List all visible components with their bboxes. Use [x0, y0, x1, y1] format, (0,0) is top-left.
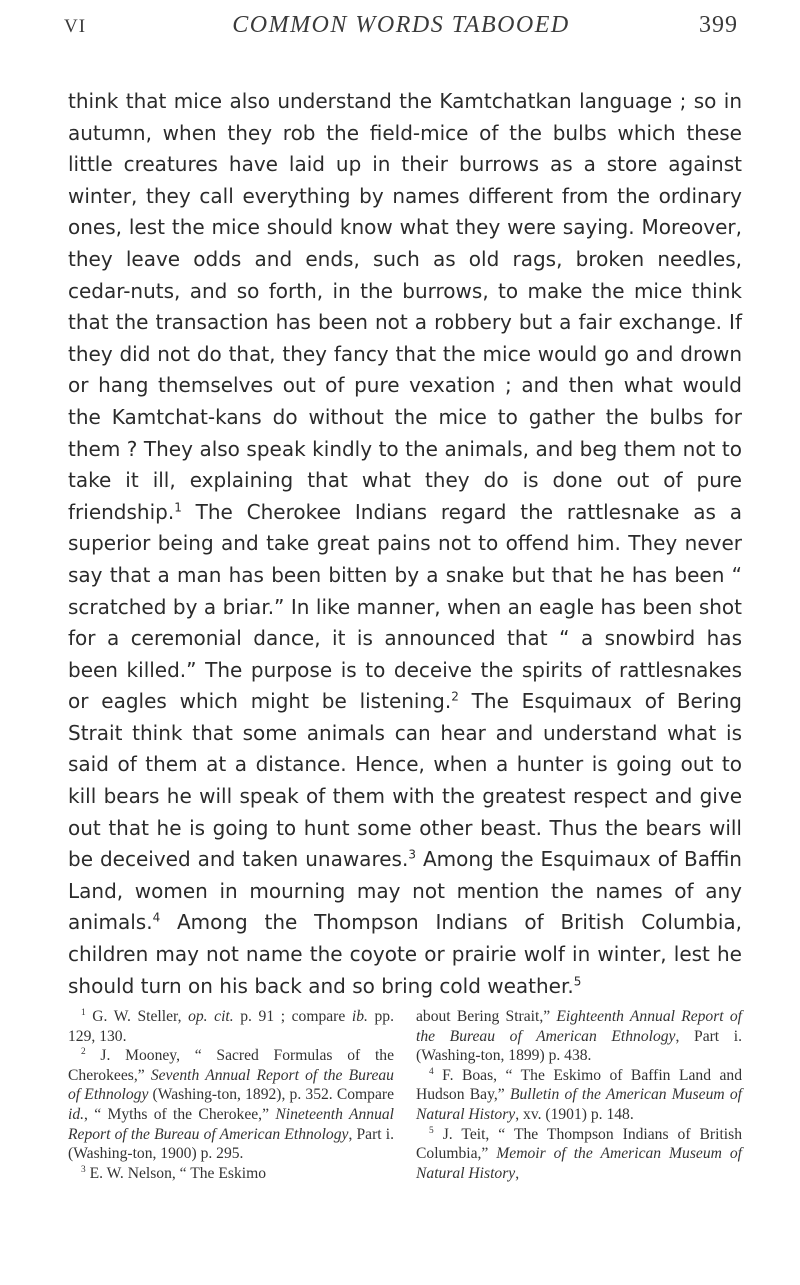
footnote-3: $^3$ E. W. Nelson, “ The Eskimo	[81, 1164, 267, 1182]
page-number: 399	[699, 12, 738, 38]
footnote-ref: 3	[408, 847, 416, 862]
footnote-ref: 4	[152, 910, 161, 925]
body-text-segment: think that mice also understand the Kamtchatkan language ; so in autumn, when they rob the field-mice of the bulbs which these little creatures have laid up in their burrows as a store against winter, they call everything by names different from the ordinary ones, lest the mice should know what they were saying. Moreover, they leave odds and ends, such as old rags, broken needles, cedar-nuts, and so forth, in the burrows, to make the mice think that the transaction has been not a robbery but a fair exchange. If they did not do that, they fancy that the mice would go and drown or hang themselves out of pure vexation ; and then what would the Kamtchat-kans do without the mice to gather the bulbs for them ? They also speak kindly to the animals, and beg them not to take it ill, explaining that what they do is done out of pure friendship.	[68, 89, 742, 524]
footnote-2: $^2$ J. Mooney, “ Sacred Formulas of the Cherokees,” Seventh Annual Report of the Bureau of Ethnology (Washing-ton, 1892), p. 352. Compare id., “ Myths of the Cherokee,” Nineteenth Annual Report of the Bureau of American Ethnology, Part i. (Washing-ton, 1900) p. 295.	[68, 1047, 395, 1163]
footnote-ref: 5	[573, 973, 582, 988]
footnote-ref: 2	[451, 689, 459, 704]
body-text-segment: The Cherokee Indians regard the rattlesnake as a superior being and take great pains not to offend him. They never say that a man has been bitten by a snake but that he has been “ scratched by a briar.” In like manner, when an eagle has been shot for a ceremonial dance, it is announced that “ a snowbird has been killed.” The purpose is to deceive the spirits of rattlesnakes or eagles which might be listening.	[68, 499, 742, 714]
body-text-segment: The Esquimaux of Bering Strait think that some animals can hear and understand what is said of them at a distance. Hence, when a hunter is going out to kill bears he will speak of them with the greatest respect and give out that he is going to hunt some other beast. Thus the bears will be deceived and taken unawares.	[68, 689, 742, 872]
footnotes-left-column	[68, 1007, 394, 1183]
footnote-5: $^5$ J. Teit, “ The Thompson Indians of British Columbia,” Memoir of the American Museum of Natural History,	[416, 1125, 742, 1182]
footnote-4: $^4$ F. Boas, “ The Eskimo of Baffin Land and Hudson Bay,” Bulletin of the American Museum of Natural History, xv. (1901) p. 148.	[416, 1066, 742, 1123]
footnotes	[68, 1007, 742, 1183]
footnote-1: $^1$ G. W. Steller, op. cit. p. 91 ; compare ib. pp. 129, 130.	[68, 1007, 394, 1045]
running-title: COMMON WORDS TABOOED	[232, 12, 570, 38]
chapter-number: VI	[64, 16, 87, 37]
footnotes-right-column	[416, 1007, 742, 1183]
footnote-3-continued: about Bering Strait,” Eighteenth Annual Report of the Bureau of American Ethnology, Part i. (Washing-ton, 1899) p. 438.	[416, 1008, 742, 1065]
footnote-ref: 1	[174, 500, 182, 515]
body-text-segment: Among the Thompson Indians of British Columbia, children may not name the coyote or prairie wolf in winter, lest he should turn on his back and so bring cold weather.	[68, 910, 742, 998]
body-text-segment: Among the Esquimaux of Baffin Land, women in mourning may not mention the names of any animals.	[68, 847, 742, 935]
running-head	[64, 12, 738, 46]
body-paragraph	[68, 86, 742, 1002]
